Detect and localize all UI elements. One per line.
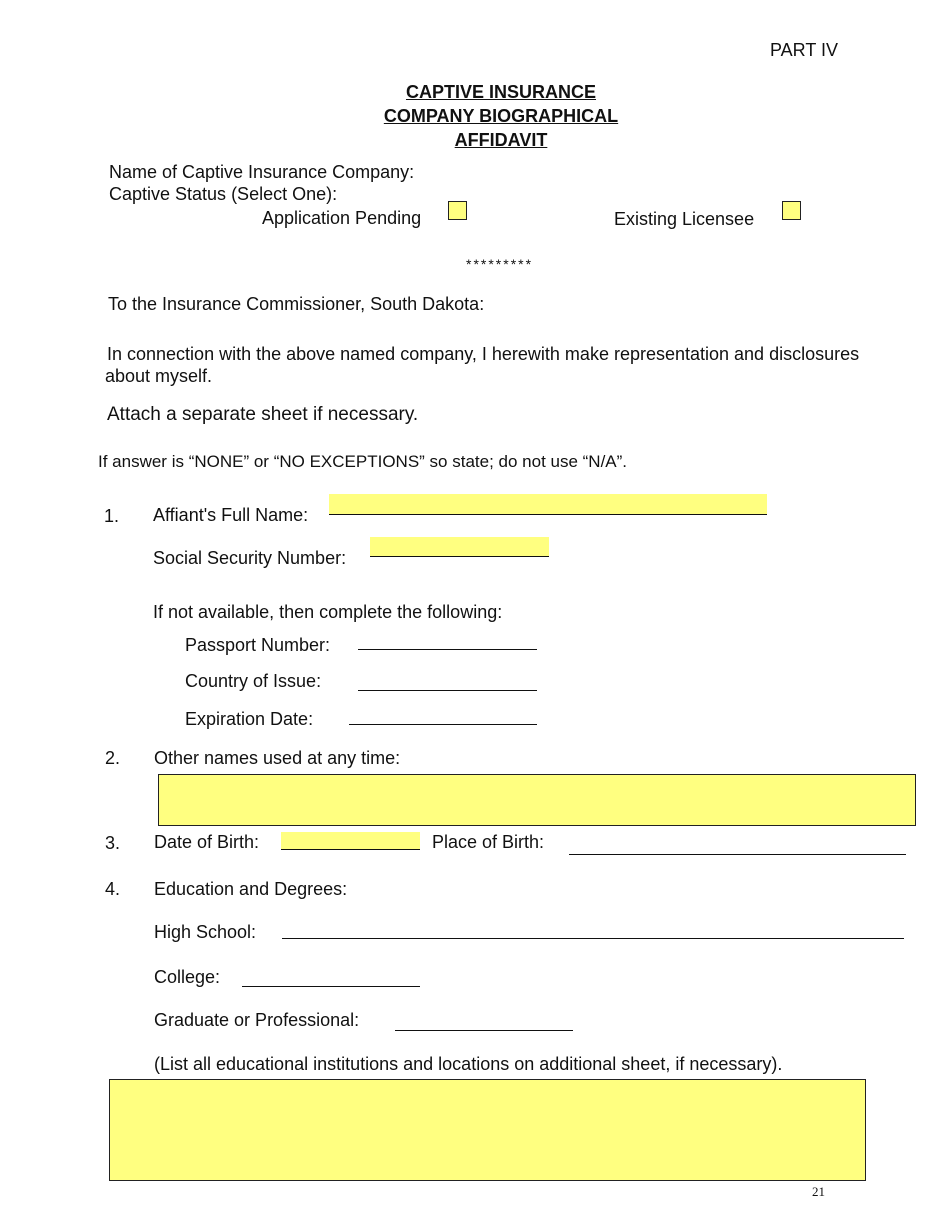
application-pending-label: Application Pending (262, 208, 422, 228)
part-label: PART IV (770, 40, 839, 60)
full-name-label: Affiant's Full Name: (153, 505, 309, 525)
other-names-box[interactable] (158, 774, 916, 826)
attach-note: Attach a separate sheet if necessary. (107, 404, 419, 425)
country-label: Country of Issue: (185, 671, 322, 691)
education-note: (List all educational institutions and locations on additional sheet, if necessary). (154, 1054, 783, 1074)
college-label: College: (154, 967, 221, 987)
education-details-box[interactable] (109, 1079, 866, 1181)
full-name-field[interactable] (329, 494, 767, 515)
high-school-field[interactable] (282, 938, 904, 939)
q1-number: 1. (104, 506, 120, 526)
alt-id-note: If not available, then complete the following: (153, 602, 503, 622)
title-line-1: CAPTIVE INSURANCE (405, 82, 597, 102)
passport-label: Passport Number: (185, 635, 331, 655)
expiration-label: Expiration Date: (185, 709, 314, 729)
application-pending-checkbox[interactable] (448, 201, 467, 220)
q2-number: 2. (105, 748, 121, 768)
statement-line-1: In connection with the above named company, I herewith make representation and disclosures (107, 344, 860, 364)
dob-label: Date of Birth: (154, 832, 260, 852)
addressee-line: To the Insurance Commissioner, South Dakota: (108, 294, 485, 314)
company-name-label: Name of Captive Insurance Company: (109, 162, 415, 182)
captive-status-label: Captive Status (Select One): (109, 184, 338, 204)
high-school-label: High School: (154, 922, 257, 942)
title-line-3: AFFIDAVIT (454, 130, 548, 150)
statement-line-2: about myself. (105, 366, 213, 386)
ssn-underline (370, 556, 549, 557)
ssn-field[interactable] (370, 537, 549, 557)
dob-field[interactable] (281, 832, 420, 850)
answer-instruction: If answer is “NONE” or “NO EXCEPTIONS” so state; do not use “N/A”. (98, 452, 628, 471)
page-number: 21 (812, 1184, 825, 1199)
separator-stars: ********* (466, 256, 534, 272)
q3-number: 3. (105, 833, 121, 853)
full-name-underline (329, 514, 767, 515)
pob-field[interactable] (569, 854, 906, 855)
ssn-label: Social Security Number: (153, 548, 347, 568)
college-field[interactable] (242, 986, 420, 987)
other-names-label: Other names used at any time: (154, 748, 401, 768)
graduate-field[interactable] (395, 1030, 573, 1031)
graduate-label: Graduate or Professional: (154, 1010, 360, 1030)
pob-label: Place of Birth: (432, 832, 545, 852)
dob-underline (281, 849, 420, 850)
country-field[interactable] (358, 690, 537, 691)
education-label: Education and Degrees: (154, 879, 348, 899)
passport-field[interactable] (358, 649, 537, 650)
expiration-field[interactable] (349, 724, 537, 725)
existing-licensee-label: Existing Licensee (614, 209, 755, 229)
q4-number: 4. (105, 879, 121, 899)
title-line-2: COMPANY BIOGRAPHICAL (383, 106, 619, 126)
existing-licensee-checkbox[interactable] (782, 201, 801, 220)
